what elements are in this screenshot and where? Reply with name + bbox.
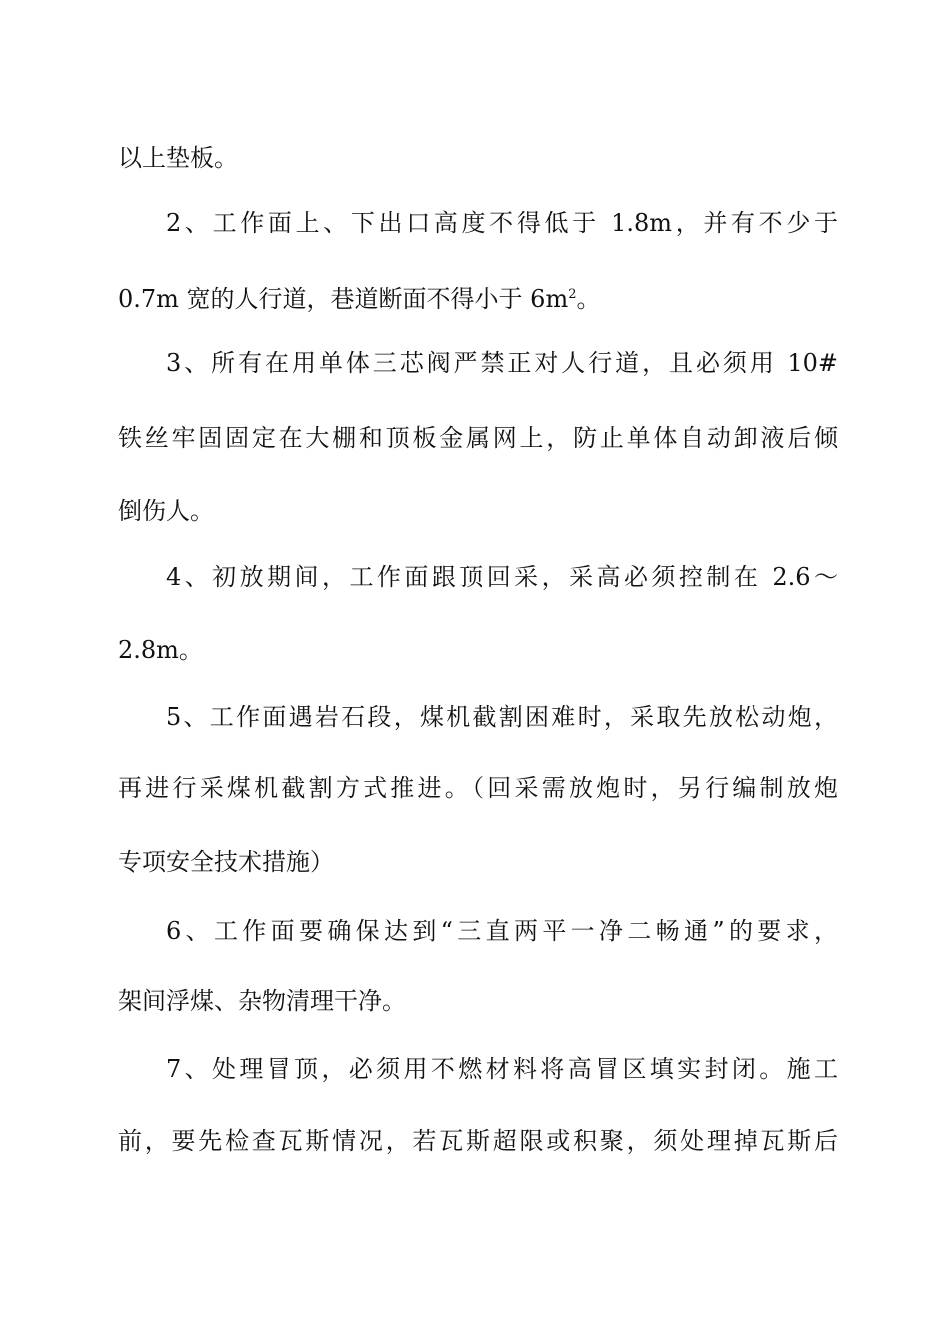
superscript: 2	[568, 287, 577, 302]
text-line: 再进行采煤机截割方式推进。（回采需放炮时，另行编制放炮	[118, 774, 838, 802]
text-line: 7、处理冒顶，必须用不燃材料将高冒区填实封闭。施工	[166, 1055, 838, 1083]
text-line: 2.8m。	[118, 636, 203, 664]
text-line: 前，要先检查瓦斯情况，若瓦斯超限或积聚，须处理掉瓦斯后	[118, 1127, 838, 1155]
text-line: 倒伤人。	[118, 497, 214, 525]
text-line: 架间浮煤、杂物清理干净。	[118, 987, 406, 1015]
text-line-suffix: 。	[576, 285, 601, 313]
text-line: 专项安全技术措施）	[118, 848, 334, 876]
text-line: 以上垫板。	[118, 144, 238, 172]
text-line: 铁丝牢固固定在大棚和顶板金属网上，防止单体自动卸液后倾	[118, 424, 838, 452]
text-line-main: 0.7m 宽的人行道，巷道断面不得小于 6m	[118, 285, 569, 313]
text-line: 5、工作面遇岩石段，煤机截割困难时，采取先放松动炮，	[166, 703, 838, 731]
text-line: 4、初放期间，工作面跟顶回采，采高必须控制在 2.6～	[166, 563, 838, 591]
text-line-area-unit	[118, 279, 838, 319]
text-line: 6、工作面要确保达到“三直两平一净二畅通”的要求，	[166, 917, 838, 945]
text-line: 3、所有在用单体三芯阀严禁正对人行道，且必须用 10#	[166, 349, 838, 377]
text-line: 2、工作面上、下出口高度不得低于 1.8m，并有不少于	[166, 209, 838, 237]
